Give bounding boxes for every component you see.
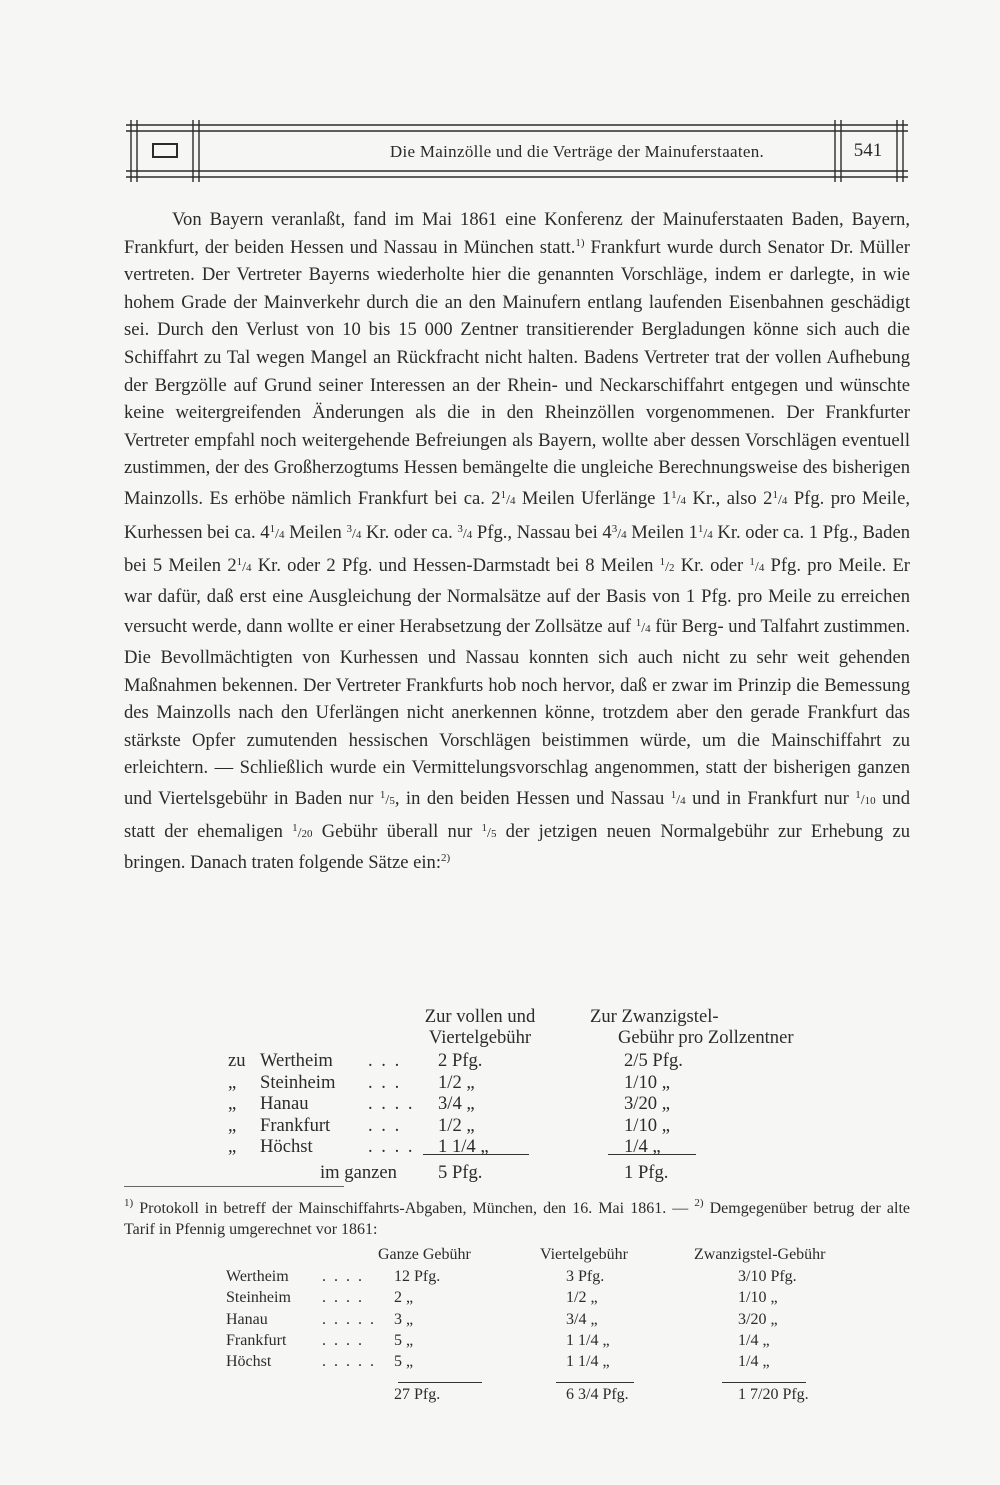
tariff-value: 2 „ bbox=[394, 1289, 414, 1307]
footnote-separator bbox=[124, 1186, 344, 1187]
place-name: Wertheim bbox=[260, 1050, 333, 1071]
col-header: Ganze Gebühr bbox=[378, 1246, 471, 1263]
text-run: Frankfurt wurde durch Senator Dr. Müller vertreten. Der Vertreter Bayerns wiederholte hier die genannten Vorschläge, indem er darlegte, in wie hohem Grade der Mainverkehr durch die an den Mainufern entlang laufenden Eisenbahnen geschädigt sei. Durch den Verlust von 10 bis 15 000 Zentner transitierender Bergladungen könne sich auch die Schiffahrt zu Tal wegen Mangel an Rückfracht nicht halten. Badens Vertreter trat der vollen Aufhebung der Bergzölle auf Grund seiner Interessen an der Rhein- und Neckarschiffahrt entgegen und wünschte keine weitergreifenden Änderungen als die in den Rheinzöllen vorgenommenen. Der Frankfurter Vertreter empfahl noch weitergehende Befreiungen als Bayern, wollte aber dessen Vorschlägen eventuell zustimmen, der des Großherzogtums Hessen bemängelte die ungleiche Berechnungsweise des bisherigen Mainzolls. Es erhöbe nämlich Frankfurt bei ca. 2 bbox=[124, 236, 910, 509]
leader-dots: . . . . bbox=[322, 1268, 364, 1285]
place-name: Höchst bbox=[226, 1353, 272, 1371]
fraction: $^1$/4 bbox=[671, 488, 686, 508]
text-run: und in Frankfurt nur bbox=[685, 787, 856, 809]
tariff-value: 3/20 „ bbox=[738, 1310, 778, 1328]
sum-rule bbox=[398, 1382, 482, 1383]
place-name: Steinheim bbox=[260, 1071, 336, 1093]
fraction: $^1$/2 bbox=[659, 556, 675, 576]
fraction: $^1$/4 bbox=[670, 788, 686, 808]
total-row bbox=[226, 1386, 886, 1407]
table-row bbox=[228, 1050, 868, 1072]
running-head: Die Mainzölle und die Verträge der Mainuferstaaten. bbox=[389, 142, 765, 161]
row-prefix: „ bbox=[228, 1136, 237, 1157]
text-run: Meilen bbox=[284, 521, 347, 543]
rate-value: 3/20 „ bbox=[624, 1093, 670, 1114]
tariff-value: 3/4 „ bbox=[566, 1310, 598, 1328]
footnote-marker: 1) bbox=[124, 1197, 134, 1209]
place-name: Hanau bbox=[260, 1093, 309, 1114]
tariff-value: 12 Pfg. bbox=[394, 1268, 441, 1285]
table-row bbox=[228, 1136, 868, 1158]
rate-value: 1/4 „ bbox=[624, 1136, 661, 1157]
rate-value: 3/4 „ bbox=[438, 1093, 475, 1114]
place-name: Frankfurt bbox=[260, 1114, 331, 1136]
sum-rule bbox=[556, 1382, 634, 1383]
fraction: $^1$/10 bbox=[855, 788, 876, 808]
leader-dots: . . . . bbox=[368, 1136, 415, 1157]
total-label: im ganzen bbox=[320, 1162, 397, 1183]
text-run: für Berg- und Talfahrt zustimmen. Die Bevollmächtigten von Kurhessen und Nassau konnten sich auch nicht zu sehr weit gehenden Maßnahmen bekennen. Der Vertreter Frankfurts hob noch hervor, daß er zwar im Prinzip die Bemessung des Mainzolls nach den Uferlängen nicht anerkennen könne, trotzdem aber den gerade Frankfurt das stärkste Opfer zumutenden hessischen Vorschlägen beistimmen würde, um die Mainschiffahrt zu erleichtern. — Schließlich wurde ein Vermittelungsvorschlag angenommen, statt der bisherigen ganzen und Viertelsgebühr in Baden nur bbox=[124, 616, 910, 809]
fraction: $^1$/4 bbox=[635, 617, 651, 637]
tariff-value: 1/10 „ bbox=[738, 1289, 778, 1307]
place-name: Steinheim bbox=[226, 1289, 291, 1307]
fraction: $^1$/4 bbox=[697, 522, 713, 542]
fraction: $^1$/4 bbox=[236, 556, 252, 576]
table-row bbox=[226, 1353, 886, 1374]
place-name: Wertheim bbox=[226, 1268, 289, 1285]
tariff-value: 1/2 „ bbox=[566, 1289, 598, 1307]
text-run: Kr. oder bbox=[674, 555, 750, 577]
text-run: und statt der ehemaligen bbox=[124, 787, 910, 843]
total-value: 1 Pfg. bbox=[624, 1162, 669, 1183]
place-name: Höchst bbox=[260, 1136, 313, 1157]
table-row bbox=[228, 1093, 868, 1115]
total-value: 27 Pfg. bbox=[394, 1386, 441, 1403]
leader-dots: . . . bbox=[368, 1071, 402, 1093]
fraction: $^1$/5 bbox=[379, 788, 395, 808]
main-paragraph bbox=[124, 206, 910, 877]
table-row bbox=[226, 1289, 886, 1310]
leader-dots: . . . . . bbox=[322, 1353, 376, 1371]
tariff-value: 3/10 Pfg. bbox=[738, 1268, 797, 1285]
table-row bbox=[226, 1268, 886, 1289]
table-row bbox=[226, 1332, 886, 1353]
place-name: Hanau bbox=[226, 1310, 268, 1328]
rate-value: 1/10 „ bbox=[624, 1114, 670, 1136]
col-header: Zwanzigstel-Gebühr bbox=[694, 1246, 826, 1263]
tariff-value: 1/4 „ bbox=[738, 1353, 770, 1371]
sum-rule bbox=[722, 1382, 806, 1383]
tariff-value: 1 1/4 „ bbox=[566, 1353, 610, 1371]
table-row bbox=[228, 1115, 868, 1137]
text-run: Meilen Uferlänge 1 bbox=[515, 487, 672, 509]
tariff-value: 5 „ bbox=[394, 1353, 414, 1371]
place-name: Frankfurt bbox=[226, 1331, 287, 1349]
row-prefix: „ bbox=[228, 1114, 237, 1136]
row-prefix: zu bbox=[228, 1050, 246, 1071]
text-run: der jetzigen neuen Normalgebühr zur Erhebung zu bringen. Danach traten folgende Sätze ein: bbox=[124, 821, 910, 874]
table-header-row bbox=[226, 1246, 886, 1267]
fraction: $^3$/4 bbox=[457, 522, 473, 542]
page-number: 541 bbox=[853, 140, 883, 161]
table-row bbox=[228, 1072, 868, 1094]
rate-value: 2 Pfg. bbox=[438, 1050, 483, 1071]
footnote-marker: 2) bbox=[694, 1197, 704, 1209]
rate-value: 1/2 „ bbox=[438, 1114, 475, 1136]
fraction: $^3$/4 bbox=[346, 522, 362, 542]
rate-value: 2/5 Pfg. bbox=[624, 1050, 683, 1071]
text-run: Kr. oder 2 Pfg. und Hessen-Darmstadt bei 8 Meilen bbox=[251, 555, 660, 577]
rate-value: 1 1/4 „ bbox=[438, 1136, 489, 1157]
col-header-viertelgebuehr: Zur vollen und Viertelgebühr bbox=[424, 1006, 536, 1048]
leader-dots: . . . . . bbox=[322, 1310, 376, 1328]
text-run: Kr. oder ca. bbox=[361, 521, 458, 543]
leader-dots: . . . . bbox=[322, 1289, 364, 1307]
fraction: $^1$/4 bbox=[500, 488, 516, 508]
text-run: Pfg. pro Meile, Kurhessen bei ca. 4 bbox=[124, 487, 910, 543]
fraction: $^1$/5 bbox=[481, 822, 497, 842]
col-header: Viertelgebühr bbox=[540, 1246, 628, 1263]
footnote: $^{1)}$ Protokoll in betreff der Mainschiffahrts-Abgaben, München, den 16. Mai 1861. — $^{2)}$ Demgegenüber betrug der alte Tarif in Pfennig umgerechnet vor 1861: bbox=[124, 1197, 910, 1238]
leader-dots: . . . bbox=[368, 1050, 402, 1071]
table-row bbox=[226, 1311, 886, 1332]
tariff-value: 3 „ bbox=[394, 1310, 414, 1328]
leader-dots: . . . bbox=[368, 1114, 402, 1136]
total-value: 6 3/4 Pfg. bbox=[566, 1386, 629, 1403]
page-header bbox=[126, 120, 908, 182]
text-run: Pfg. pro Meile. Er war dafür, daß erst eine Ausgleichung der Normalsätze auf der Basis von 1 Pfg. pro Meile zu erreichen versucht werde, dann wollte er einer Herabsetzung der Zollsätze auf bbox=[124, 555, 910, 638]
row-prefix: „ bbox=[228, 1071, 237, 1093]
rate-value: 1/2 „ bbox=[438, 1071, 475, 1093]
text-run: Von Bayern veranlaßt, fand im Mai 1861 eine Konferenz der Mainuferstaaten Baden, Bayern, Frankfurt, der beiden Hessen und Nassau in München statt. bbox=[124, 209, 910, 258]
text-run: , in den beiden Hessen und Nassau bbox=[394, 787, 671, 809]
leader-dots: . . . . bbox=[322, 1331, 364, 1349]
footnote-marker: 2) bbox=[441, 852, 451, 865]
fraction: $^1$/4 bbox=[749, 556, 765, 576]
total-value: 1 7/20 Pfg. bbox=[738, 1386, 809, 1403]
text-run: Gebühr überall nur bbox=[312, 821, 482, 843]
tariff-value: 5 „ bbox=[394, 1331, 414, 1349]
tariff-value: 1 1/4 „ bbox=[566, 1331, 610, 1349]
text-run: Kr. oder ca. 1 Pfg., Baden bei 5 Meilen 2 bbox=[124, 521, 911, 577]
total-value: 5 Pfg. bbox=[438, 1162, 483, 1183]
fraction: $^1$/20 bbox=[292, 822, 313, 842]
row-prefix: „ bbox=[228, 1093, 237, 1114]
tariff-value: 1/4 „ bbox=[738, 1331, 770, 1349]
text-run: Kr., also 2 bbox=[686, 487, 773, 509]
text-run: Pfg., Nassau bei 4 bbox=[472, 521, 612, 543]
rate-value: 1/10 „ bbox=[624, 1071, 670, 1093]
total-row bbox=[228, 1162, 868, 1184]
col-header-zwanzigstelgebuehr: Zur Zwanzigstel- Gebühr pro Zollzentner bbox=[590, 1006, 794, 1048]
fraction: $^3$/4 bbox=[611, 522, 627, 542]
footnote-marker: 1) bbox=[575, 236, 585, 249]
fraction: $^1$/4 bbox=[269, 522, 285, 542]
text-run: Meilen 1 bbox=[626, 521, 698, 543]
fraction: $^1$/4 bbox=[772, 488, 788, 508]
leader-dots: . . . . bbox=[368, 1093, 415, 1114]
tariff-value: 3 Pfg. bbox=[566, 1268, 605, 1285]
